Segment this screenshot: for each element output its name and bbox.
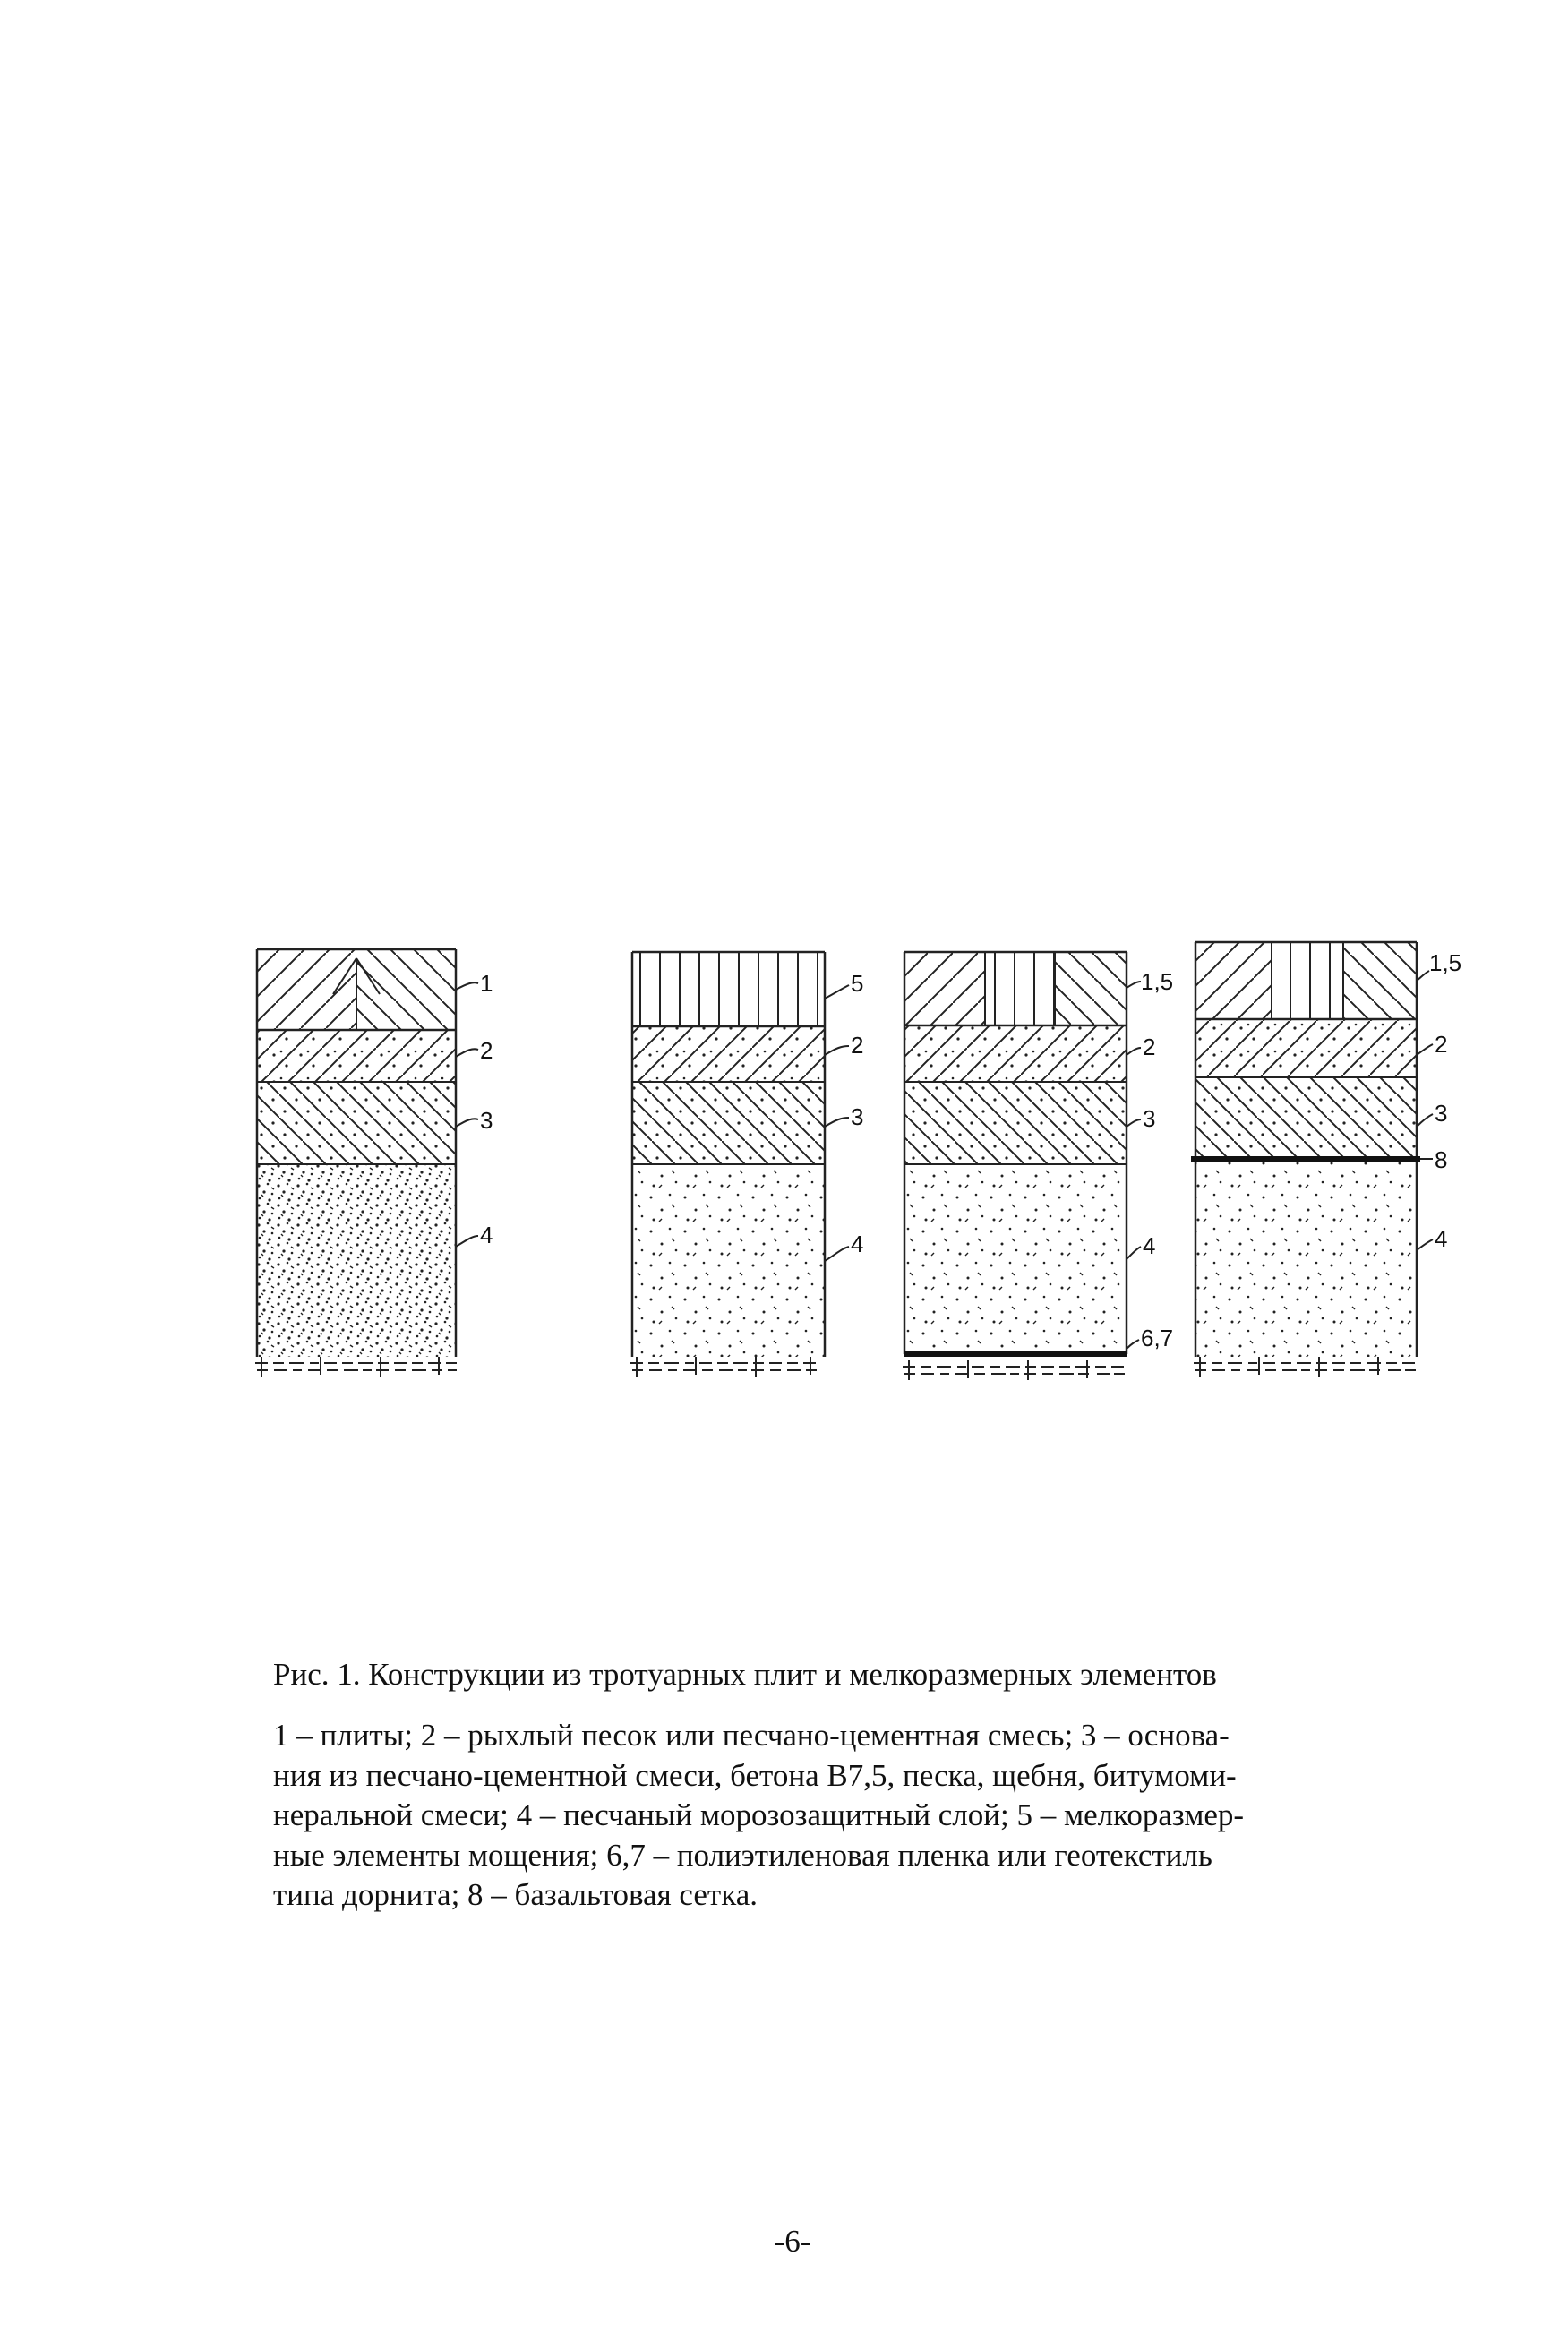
col4-label-frost: 4 [1435,1225,1448,1252]
col1-label-top: 1 [480,970,493,997]
col1-label-base: 3 [480,1107,493,1134]
col3-label-base: 3 [1143,1105,1156,1132]
col4-label-top: 1,5 [1429,949,1462,976]
col4-label-mesh: 8 [1435,1146,1448,1173]
page-number: -6- [774,2224,811,2259]
col1-label-sand: 2 [480,1037,493,1064]
col2-label-sand: 2 [851,1032,864,1059]
legend-line: ные элементы мощения; 6,7 – полиэтиленовая пленка или геотекстиль [273,1837,1212,1873]
col4-label-base: 3 [1435,1100,1448,1127]
construction-column-1 [255,949,493,1377]
col2-label-frost: 4 [851,1231,864,1257]
legend-line: типа дорнита; 8 – базальтовая сетка. [273,1877,758,1912]
col3-label-sand: 2 [1143,1034,1156,1060]
legend-line: неральной смеси; 4 – песчаный морозозащитный слой; 5 – мелкоразмер- [273,1797,1245,1832]
col3-label-top: 1,5 [1141,968,1174,995]
construction-column-2 [630,952,863,1377]
legend-line: ния из песчано-цементной смеси, бетона В7,5, песка, щебня, битумоми- [273,1757,1237,1793]
construction-column-4 [1191,942,1461,1377]
col3-label-frost: 4 [1143,1232,1156,1259]
construction-column-3 [903,952,1173,1380]
figure-caption-title: Рис. 1. Конструкции из тротуарных плит и мелкоразмерных элементов [273,1657,1217,1692]
figure-legend [273,1716,1384,1916]
col3-label-film: 6,7 [1141,1325,1174,1351]
col2-label-base: 3 [851,1103,864,1130]
col4-label-sand: 2 [1435,1031,1448,1058]
col2-label-top: 5 [851,970,864,997]
legend-line: 1 – плиты; 2 – рыхлый песок или песчано-цементная смесь; 3 – основа- [273,1718,1230,1753]
col1-label-frost: 4 [480,1222,493,1248]
